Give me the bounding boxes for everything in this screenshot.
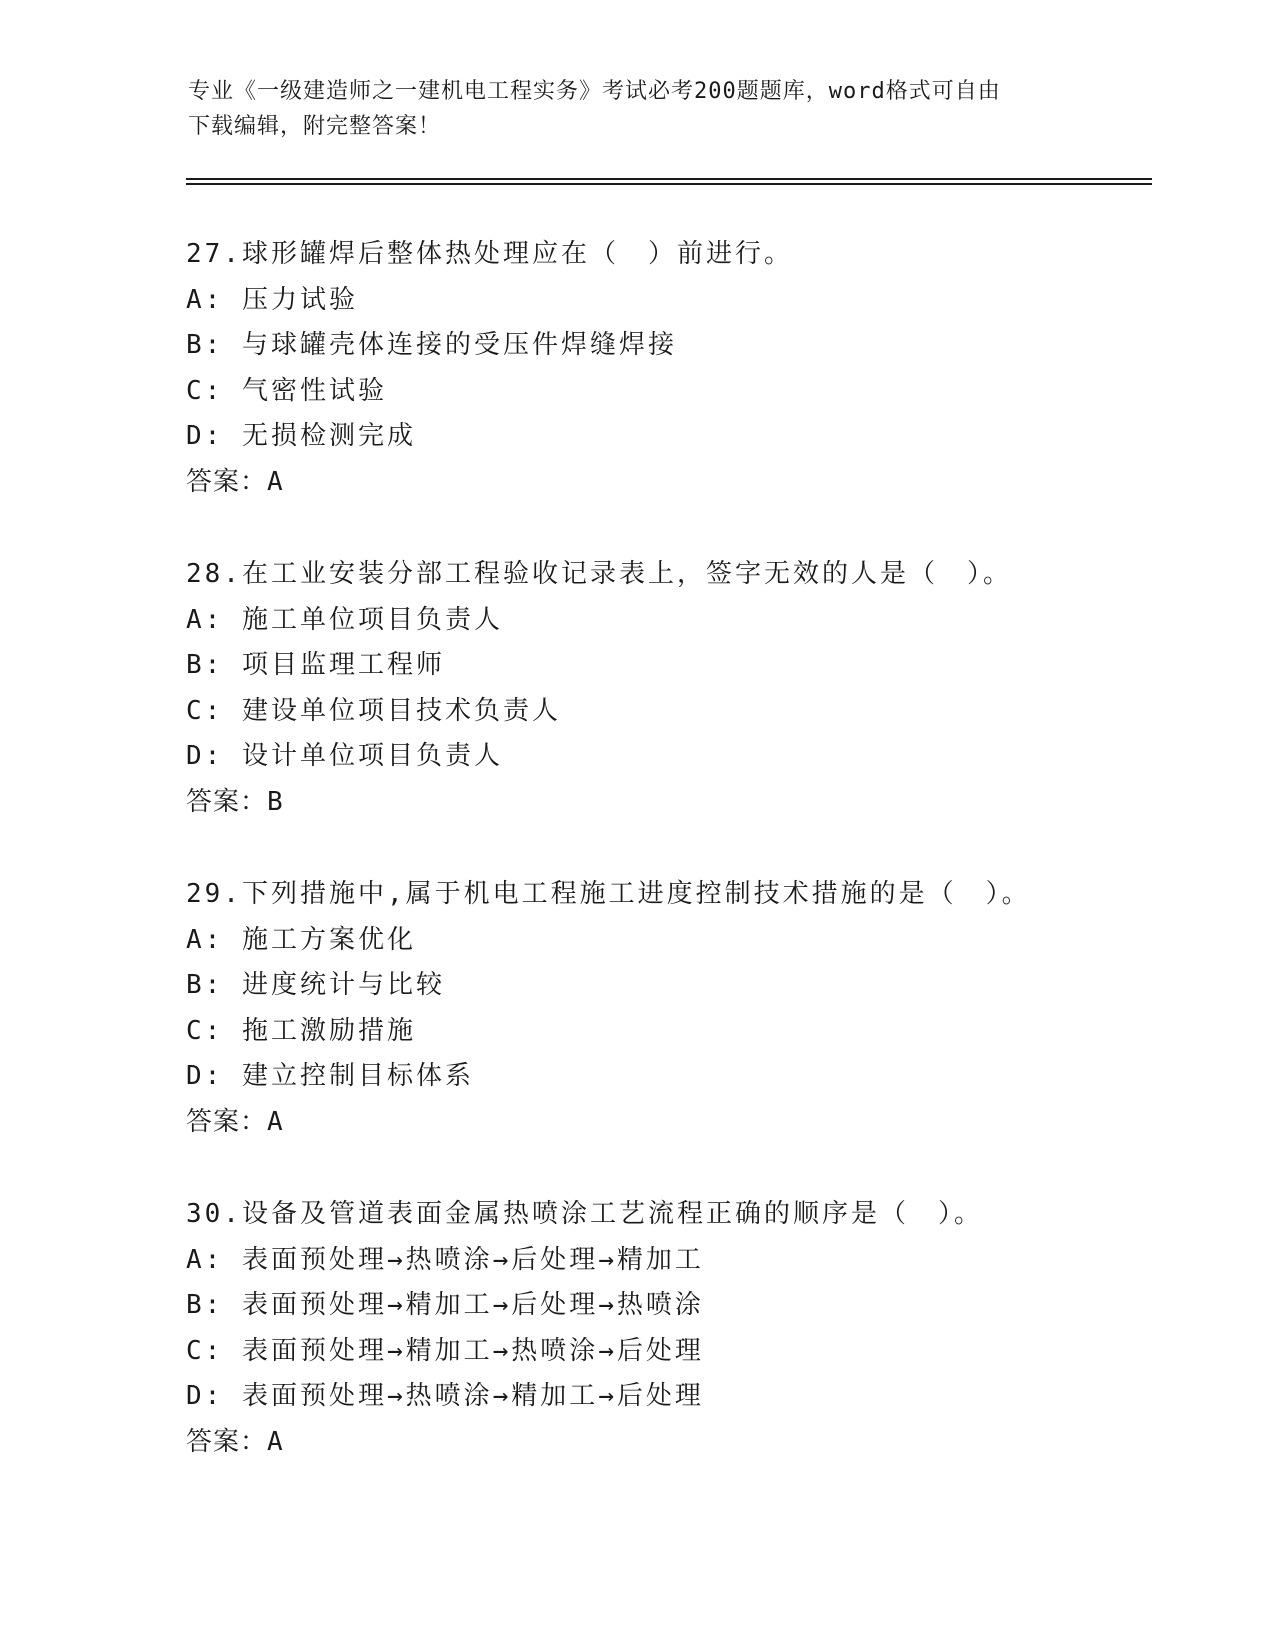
option-c: C: 建设单位项目技术负责人 [186, 695, 561, 726]
header-divider-top [186, 178, 1152, 180]
question-28 [186, 552, 1146, 825]
question-27 [186, 232, 1146, 505]
option-c: C: 拖工激励措施 [186, 1015, 416, 1046]
option-d: D: 设计单位项目负责人 [186, 741, 503, 771]
question-stem: 30.设备及管道表面金属热喷涂工艺流程正确的顺序是（ ）。 [186, 1199, 983, 1229]
question-stem: 28.在工业安装分部工程验收记录表上，签字无效的人是（ ）。 [186, 559, 1012, 589]
answer-line: 答案：B [186, 786, 284, 817]
answer-line: 答案：A [186, 466, 284, 497]
option-a: A: 压力试验 [186, 284, 358, 315]
header-line-2: 下载编辑，附完整答案！ [188, 114, 442, 139]
option-d: D: 表面预处理→热喷涂→精加工→后处理 [186, 1381, 704, 1411]
question-stem: 27.球形罐焊后整体热处理应在（ ）前进行。 [186, 239, 793, 269]
question-stem: 29.下列措施中,属于机电工程施工进度控制技术措施的是（ ）。 [186, 879, 1031, 909]
question-29 [186, 872, 1146, 1145]
question-30 [186, 1192, 1146, 1465]
option-c: C: 气密性试验 [186, 375, 387, 406]
option-d: D: 建立控制目标体系 [186, 1061, 474, 1091]
option-a: A: 施工单位项目负责人 [186, 604, 503, 635]
option-c: C: 表面预处理→精加工→热喷涂→后处理 [186, 1335, 704, 1366]
header-line-1: 专业《一级建造师之一建机电工程实务》考试必考200题题库，word格式可自由 [188, 79, 1001, 104]
option-d: D: 无损检测完成 [186, 421, 416, 451]
option-b: B: 与球罐壳体连接的受压件焊缝焊接 [186, 330, 677, 360]
option-b: B: 表面预处理→精加工→后处理→热喷涂 [186, 1290, 704, 1320]
document-header [188, 74, 1088, 144]
option-b: B: 进度统计与比较 [186, 970, 445, 1000]
answer-line: 答案：A [186, 1426, 284, 1457]
answer-line: 答案：A [186, 1106, 284, 1137]
option-b: B: 项目监理工程师 [186, 650, 445, 680]
header-divider-bottom [186, 183, 1152, 185]
option-a: A: 表面预处理→热喷涂→后处理→精加工 [186, 1244, 704, 1275]
option-a: A: 施工方案优化 [186, 924, 416, 955]
